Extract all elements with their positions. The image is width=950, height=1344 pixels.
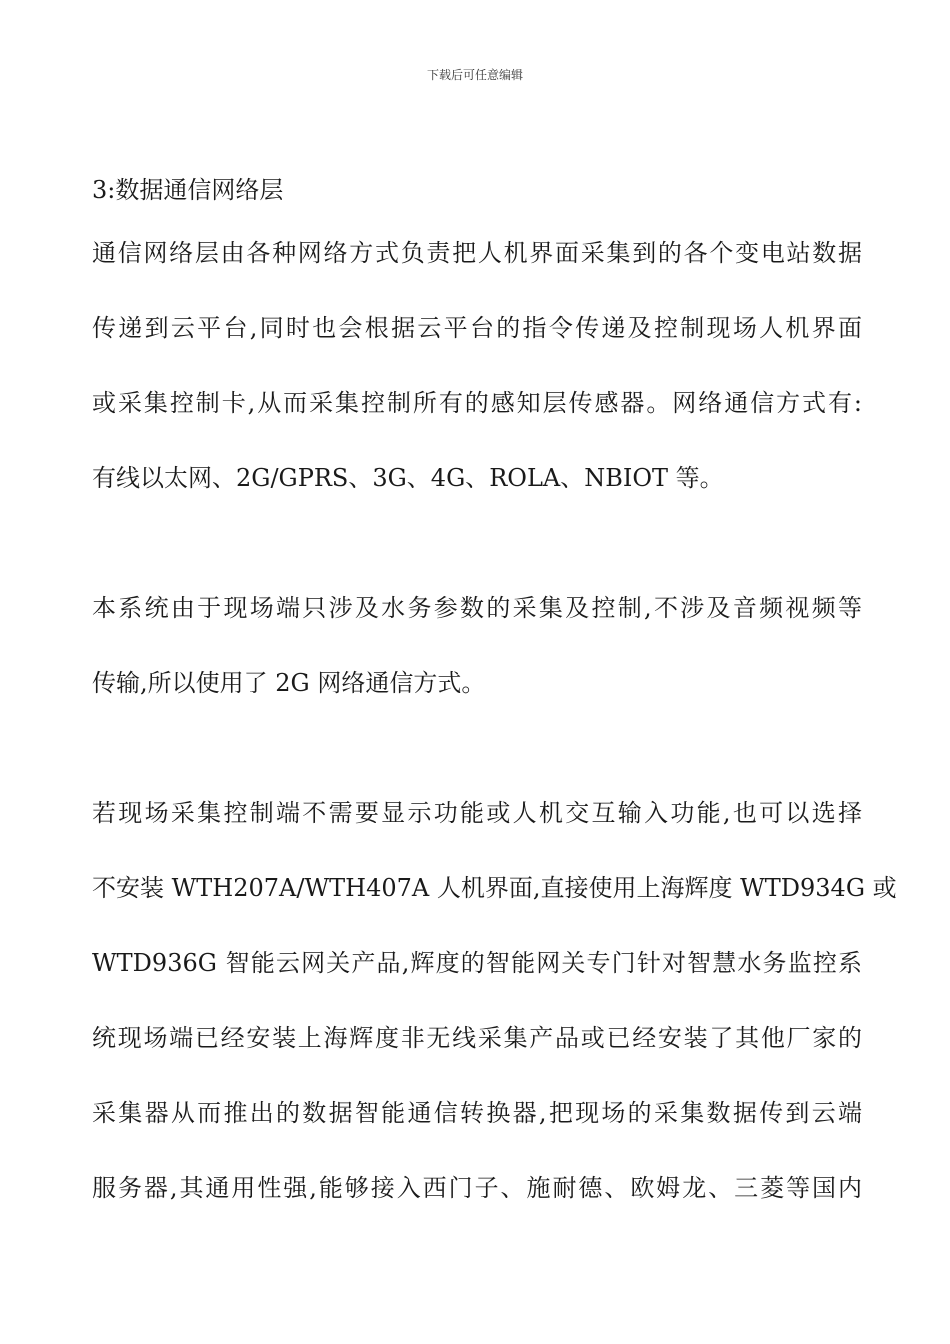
paragraph-3-line-2: 不安装 WTH207A/WTH407A 人机界面,直接使用上海辉度 WTD934G 或 [92, 874, 897, 902]
paragraph-2-line-2: 传输,所以使用了 2G 网络通信方式。 [92, 669, 486, 697]
paragraph-1-line-3: 或采集控制卡,从而采集控制所有的感知层传感器。网络通信方式有: [92, 389, 862, 417]
paragraph-3-line-5: 采集器从而推出的数据智能通信转换器,把现场的采集数据传到云端 [92, 1099, 862, 1127]
section-heading: 3:数据通信网络层 [92, 176, 284, 204]
paragraph-3-line-4: 统现场端已经安装上海辉度非无线采集产品或已经安装了其他厂家的 [92, 1024, 862, 1052]
paragraph-3-line-6: 服务器,其通用性强,能够接入西门子、施耐德、欧姆龙、三菱等国内 [92, 1174, 862, 1202]
paragraph-1-line-1: 通信网络层由各种网络方式负责把人机界面采集到的各个变电站数据 [92, 239, 862, 267]
paragraph-3-line-1: 若现场采集控制端不需要显示功能或人机交互输入功能,也可以选择 [92, 799, 862, 827]
paragraph-3-line-3: WTD936G 智能云网关产品,辉度的智能网关专门针对智慧水务监控系 [92, 949, 862, 977]
paragraph-2-line-1: 本系统由于现场端只涉及水务参数的采集及控制,不涉及音频视频等 [92, 594, 862, 622]
page-header: 下载后可任意编辑 [426, 68, 523, 82]
paragraph-1-line-2: 传递到云平台,同时也会根据云平台的指令传递及控制现场人机界面 [92, 314, 862, 342]
paragraph-1-line-4: 有线以太网、2G/GPRS、3G、4G、ROLA、NBIOT 等。 [92, 464, 724, 492]
